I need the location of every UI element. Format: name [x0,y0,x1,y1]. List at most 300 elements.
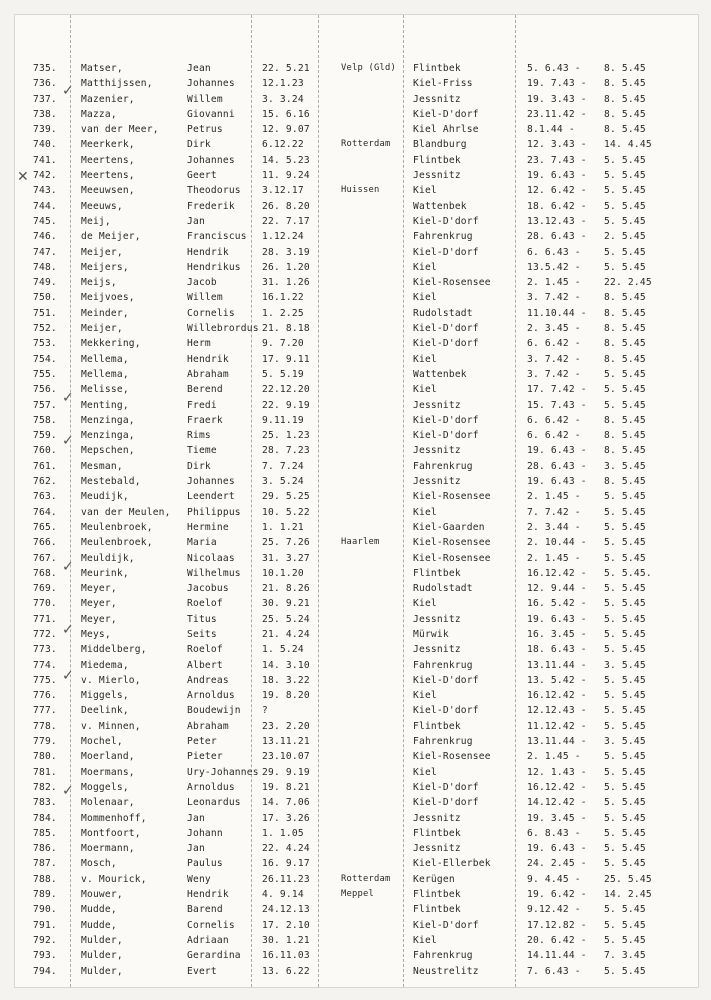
given-name: Philippus [187,506,241,518]
record-number: 776. [33,690,57,702]
record-row [15,352,698,367]
camp-location: Jessnitz [413,170,461,182]
surname: Meij, [81,215,111,227]
given-name: Barend [187,904,223,916]
record-number: 766. [33,537,57,549]
end-date: 5. 5.45 [604,170,646,182]
check-mark: ✓ [62,559,74,575]
surname: Meertens, [81,154,135,166]
record-row [15,76,698,91]
start-date: 28. 6.43 - [527,231,587,243]
end-date: 8. 5.45 [604,63,646,74]
surname: Miedema, [81,659,129,671]
end-date: 5. 5.45 [604,690,646,702]
record-number: 741. [33,154,57,166]
surname: Mellema, [81,353,129,365]
start-date: 2. 3.45 - [527,323,581,335]
given-name: Jean [187,63,211,74]
birth-date: 1.12.24 [262,231,304,243]
given-name: Geert [187,170,217,182]
given-name: Jacobus [187,583,229,595]
end-date: 5. 5.45 [604,521,646,533]
surname: Menzinga, [81,430,135,442]
start-date: 13.11.44 - [527,736,587,748]
surname: Meertens, [81,170,135,182]
camp-location: Wattenbek [413,368,467,380]
birth-date: 30. 1.21 [262,934,310,946]
given-name: Tieme [187,445,217,457]
record-row [15,306,698,321]
record-row [15,811,698,826]
camp-location: Kiel-D'dorf [413,674,479,686]
record-row [15,948,698,963]
camp-location: Kiel-Rosensee [413,751,491,763]
record-row [15,199,698,214]
surname: Moermans, [81,766,135,778]
birth-date: 3.12.17 [262,185,304,197]
record-number: 759. [33,430,57,442]
start-date: 2. 1.45 - [527,751,581,763]
given-name: Franciscus [187,231,247,243]
given-name: Dirk [187,460,211,472]
surname: Montfoort, [81,827,141,839]
camp-location: Kiel [413,292,437,304]
camp-location: Kiel [413,261,437,273]
given-name: Johann [187,827,223,839]
camp-location: Jessnitz [413,93,461,105]
record-number: 764. [33,506,57,518]
surname: Deelink, [81,705,129,717]
start-date: 20. 6.42 - [527,934,587,946]
surname: Meyer, [81,613,117,625]
surname: Melisse, [81,384,129,396]
birth-date: 3. 5.24 [262,476,304,488]
record-number: 756. [33,384,57,396]
record-row [15,428,698,443]
birth-date: 21. 8.18 [262,323,310,335]
record-row [15,153,698,168]
given-name: Jan [187,843,205,855]
check-mark: ✓ [62,622,74,638]
record-row [15,367,698,382]
given-name: Jan [187,215,205,227]
camp-location: Jessnitz [413,476,461,488]
record-number: 739. [33,124,57,136]
end-date: 8. 5.45 [604,430,646,442]
birth-date: 19. 8.20 [262,690,310,702]
record-number: 737. [33,93,57,105]
birth-date: 23.10.07 [262,751,310,763]
end-date: 5. 5.45 [604,781,646,793]
start-date: 19. 3.43 - [527,93,587,105]
record-number: 751. [33,307,57,319]
end-date: 3. 5.45 [604,460,646,472]
start-date: 18. 6.42 - [527,200,587,212]
record-row [15,826,698,841]
hometown: Huissen [341,185,380,196]
start-date: 16.12.42 - [527,781,587,793]
given-name: Pieter [187,751,223,763]
given-name: Jacob [187,277,217,289]
surname: Moggels, [81,781,129,793]
hometown: Rotterdam [341,139,391,150]
birth-date: 22.12.20 [262,384,310,396]
surname: Meerkerk, [81,139,135,151]
surname: Moermann, [81,843,135,855]
given-name: Willebrordus [187,323,259,335]
record-number: 746. [33,231,57,243]
start-date: 6. 6.42 - [527,338,581,350]
camp-location: Jessnitz [413,445,461,457]
start-date: 11.10.44 - [527,307,587,319]
record-number: 754. [33,353,57,365]
start-date: 14.12.42 - [527,797,587,809]
record-row [15,321,698,336]
camp-location: Flintbek [413,889,461,901]
camp-location: Jessnitz [413,812,461,824]
record-number: 735. [33,63,57,74]
check-mark: ✓ [62,783,74,799]
start-date: 3. 7.42 - [527,368,581,380]
record-number: 782. [33,781,57,793]
record-number: 789. [33,889,57,901]
start-date: 19. 7.43 - [527,78,587,90]
record-number: 774. [33,659,57,671]
record-row [15,688,698,703]
camp-location: Neustrelitz [413,965,479,977]
start-date: 23.11.42 - [527,108,587,120]
camp-location: Fahrenkrug [413,950,473,962]
start-date: 11.12.42 - [527,720,587,732]
given-name: Dirk [187,139,211,151]
camp-location: Kiel-Rosensee [413,277,491,289]
start-date: 6. 6.43 - [527,246,581,258]
end-date: 8. 5.45 [604,307,646,319]
surname: Meulenbroek, [81,521,153,533]
end-date: 5. 5.45 [604,200,646,212]
birth-date: 23. 2.20 [262,720,310,732]
record-number: 744. [33,200,57,212]
end-date: 7. 3.45 [604,950,646,962]
surname: Mekkering, [81,338,141,350]
camp-location: Kerügen [413,873,455,885]
record-row [15,765,698,780]
record-row [15,612,698,627]
birth-date: 19. 8.21 [262,781,310,793]
given-name: Maria [187,537,217,549]
record-number: 785. [33,827,57,839]
start-date: 16.12.42 - [527,690,587,702]
record-number: 788. [33,873,57,885]
record-number: 748. [33,261,57,273]
given-name: Andreas [187,674,229,686]
birth-date: 16.1.22 [262,292,304,304]
surname: Meeuws, [81,200,123,212]
birth-date: 14. 5.23 [262,154,310,166]
end-date: 8. 5.45 [604,338,646,350]
birth-date: 16.11.03 [262,950,310,962]
start-date: 3. 7.42 - [527,353,581,365]
record-number: 771. [33,613,57,625]
given-name: Hendrik [187,353,229,365]
given-name: Roelof [187,598,223,610]
surname: Mellema, [81,368,129,380]
birth-date: 22. 4.24 [262,843,310,855]
given-name: Herm [187,338,211,350]
birth-date: 22. 7.17 [262,215,310,227]
start-date: 13.11.44 - [527,659,587,671]
record-row [15,489,698,504]
surname: Mommenhoff, [81,812,147,824]
record-number: 778. [33,720,57,732]
birth-date: 18. 3.22 [262,674,310,686]
end-date: 5. 5.45 [604,904,646,916]
check-mark: ✓ [62,390,74,406]
birth-date: 1. 1.21 [262,521,304,533]
surname: Meurink, [81,567,129,579]
camp-location: Kiel-Ellerbek [413,858,491,870]
record-row [15,168,698,183]
end-date: 5. 5.45 [604,185,646,197]
given-name: Jan [187,812,205,824]
camp-location: Flintbek [413,904,461,916]
record-number: 747. [33,246,57,258]
end-date: 5. 5.45 [604,858,646,870]
given-name: Berend [187,384,223,396]
record-number: 763. [33,491,57,503]
start-date: 12.12.43 - [527,705,587,717]
birth-date: 10.1.20 [262,567,304,579]
record-number: 769. [33,583,57,595]
camp-location: Kiel-D'dorf [413,414,479,426]
camp-location: Flintbek [413,827,461,839]
end-date: 3. 5.45 [604,736,646,748]
record-row [15,245,698,260]
end-date: 8. 5.45 [604,414,646,426]
start-date: 9.12.42 - [527,904,581,916]
start-date: 2. 1.45 - [527,552,581,564]
start-date: 19. 6.42 - [527,889,587,901]
end-date: 5. 5.45 [604,674,646,686]
birth-date: 16. 9.17 [262,858,310,870]
given-name: Adriaan [187,934,229,946]
record-row [15,535,698,550]
surname: Mesman, [81,460,123,472]
end-date: 14. 4.45 [604,139,652,151]
given-name: Johannes [187,476,235,488]
start-date: 2. 3.44 - [527,521,581,533]
end-date: 5. 5.45 [604,705,646,717]
camp-location: Kiel-D'dorf [413,338,479,350]
end-date: 5. 5.45 [604,384,646,396]
surname: Meijer, [81,323,123,335]
record-row [15,658,698,673]
given-name: Wilhelmus [187,567,241,579]
end-date: 5. 5.45 [604,583,646,595]
record-row [15,107,698,122]
start-date: 12. 9.44 - [527,583,587,595]
record-row [15,413,698,428]
camp-location: Fahrenkrug [413,460,473,472]
camp-location: Kiel [413,934,437,946]
given-name: Willem [187,93,223,105]
surname: Mepschen, [81,445,135,457]
end-date: 14. 2.45 [604,889,652,901]
start-date: 2. 10.44 - [527,537,587,549]
start-date: 9. 4.45 - [527,873,581,885]
start-date: 12. 6.42 - [527,185,587,197]
hometown: Velp (Gld) [341,63,396,73]
start-date: 24. 2.45 - [527,858,587,870]
camp-location: Kiel-Friss [413,78,473,90]
given-name: Nicolaas [187,552,235,564]
birth-date: 15. 6.16 [262,108,310,120]
camp-location: Kiel [413,598,437,610]
hometown: Rotterdam [341,873,391,884]
birth-date: 21. 8.26 [262,583,310,595]
surname: Matthijssen, [81,78,153,90]
end-date: 8. 5.45 [604,353,646,365]
birth-date: 6.12.22 [262,139,304,151]
given-name: Arnoldus [187,781,235,793]
birth-date: 26. 8.20 [262,200,310,212]
record-number: 786. [33,843,57,855]
surname: v. Minnen, [81,720,141,732]
given-name: Boudewijn [187,705,241,717]
given-name: Hendrikus [187,261,241,273]
record-number: 749. [33,277,57,289]
given-name: Gerardina [187,950,241,962]
end-date: 5. 5.45 [604,720,646,732]
camp-location: Flintbek [413,154,461,166]
given-name: Rims [187,430,211,442]
record-row [15,749,698,764]
start-date: 14.11.44 - [527,950,587,962]
given-name: Seits [187,628,217,640]
end-date: 5. 5.45 [604,154,646,166]
end-date: 5. 5.45 [604,537,646,549]
start-date: 16. 5.42 - [527,598,587,610]
record-row [15,918,698,933]
surname: Mazenier, [81,93,135,105]
record-number: 736. [33,78,57,90]
birth-date: 12. 9.07 [262,124,310,136]
birth-date: 26.11.23 [262,873,310,885]
surname: Meudijk, [81,491,129,503]
record-row [15,902,698,917]
end-date: 5. 5.45 [604,751,646,763]
birth-date: 13. 6.22 [262,965,310,977]
end-date: 5. 5.45 [604,215,646,227]
surname: Mulder, [81,934,123,946]
start-date: 6. 8.43 - [527,827,581,839]
birth-date: 13.11.21 [262,736,310,748]
record-number: 753. [33,338,57,350]
end-date: 25. 5.45 [604,873,652,885]
surname: Mouwer, [81,889,123,901]
birth-date: 25. 7.26 [262,537,310,549]
record-row [15,872,698,887]
start-date: 12. 3.43 - [527,139,587,151]
camp-location: Kiel [413,766,437,778]
record-row [15,214,698,229]
surname: Mosch, [81,858,117,870]
given-name: Abraham [187,720,229,732]
given-name: Cornelis [187,307,235,319]
birth-date: 31. 1.26 [262,277,310,289]
end-date: 2. 5.45 [604,231,646,243]
surname: Meeuwsen, [81,185,135,197]
start-date: 7. 7.42 - [527,506,581,518]
record-row [15,275,698,290]
birth-date: 9.11.19 [262,414,304,426]
end-date: 5. 5.45 [604,613,646,625]
record-number: 794. [33,965,57,977]
camp-location: Rudolstadt [413,583,473,595]
start-date: 18. 6.43 - [527,644,587,656]
record-row [15,229,698,244]
camp-location: Jessnitz [413,613,461,625]
record-row [15,734,698,749]
given-name: Giovanni [187,108,235,120]
end-date: 5. 5.45 [604,827,646,839]
birth-date: 25. 5.24 [262,613,310,625]
given-name: Johannes [187,154,235,166]
end-date: 8. 5.45 [604,124,646,136]
camp-location: Kiel-D'dorf [413,323,479,335]
given-name: Abraham [187,368,229,380]
start-date: 12. 1.43 - [527,766,587,778]
end-date: 8. 5.45 [604,108,646,120]
birth-date: 9. 7.20 [262,338,304,350]
start-date: 16. 3.45 - [527,628,587,640]
record-row [15,459,698,474]
record-row [15,566,698,581]
given-name: Frederik [187,200,235,212]
surname: Mudde, [81,919,117,931]
record-number: 760. [33,445,57,457]
surname: Moerland, [81,751,135,763]
start-date: 13. 5.42 - [527,674,587,686]
surname: v. Mierlo, [81,674,141,686]
record-number: 770. [33,598,57,610]
camp-location: Flintbek [413,567,461,579]
start-date: 19. 6.43 - [527,170,587,182]
given-name: Johannes [187,78,235,90]
camp-location: Kiel-D'dorf [413,781,479,793]
record-number: 775. [33,674,57,686]
surname: Meijer, [81,246,123,258]
camp-location: Flintbek [413,720,461,732]
birth-date: 4. 9.14 [262,889,304,901]
end-date: 5. 5.45 [604,812,646,824]
surname: Molenaar, [81,797,135,809]
birth-date: 28. 3.19 [262,246,310,258]
birth-date: 17. 3.26 [262,812,310,824]
surname: Mazza, [81,108,117,120]
surname: Meijs, [81,277,117,289]
camp-location: Rudolstadt [413,307,473,319]
surname: Meuldijk, [81,552,135,564]
record-row [15,719,698,734]
start-date: 17. 7.42 - [527,384,587,396]
surname: Meyer, [81,583,117,595]
start-date: 2. 1.45 - [527,491,581,503]
record-number: 768. [33,567,57,579]
record-row [15,183,698,198]
birth-date: 3. 3.24 [262,93,304,105]
start-date: 19. 6.43 - [527,445,587,457]
